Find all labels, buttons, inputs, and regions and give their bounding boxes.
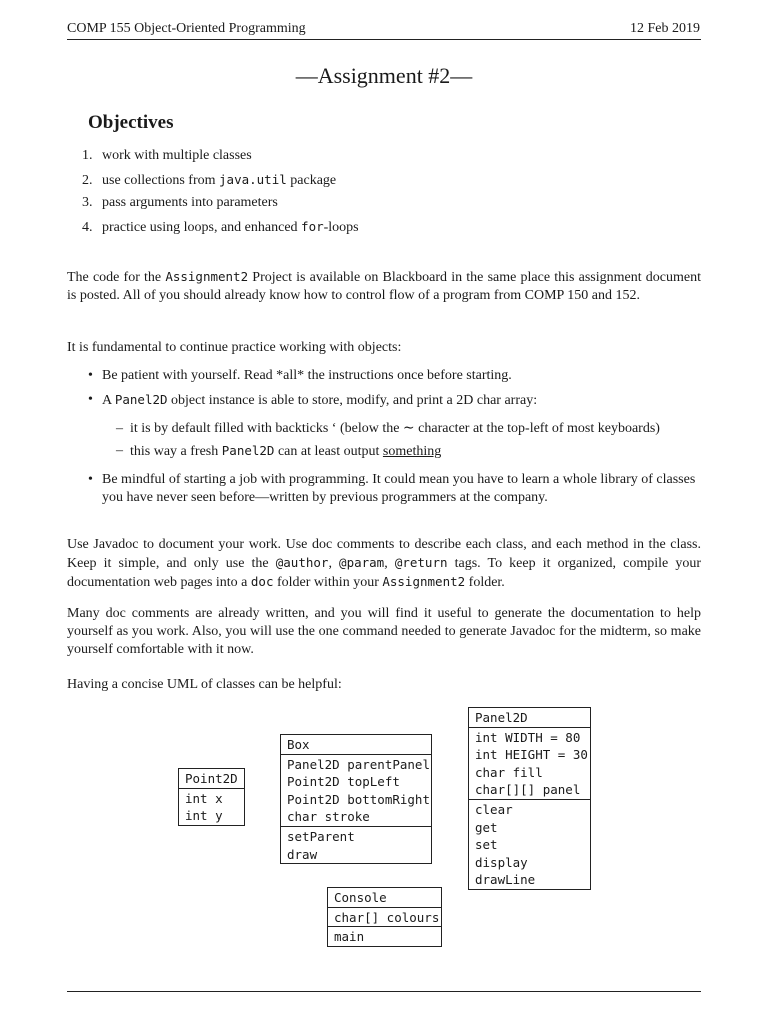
- uml-fields-section: [328, 907, 441, 927]
- header-rule: [67, 39, 701, 40]
- javadoc-code: @author: [275, 555, 329, 570]
- javadoc-code: @param: [339, 555, 385, 570]
- javadoc-code: @return: [394, 555, 448, 570]
- sub-underlined: something: [382, 444, 442, 459]
- objectives-list: [82, 147, 359, 241]
- uml-class-panel2d: [468, 707, 591, 890]
- sub-text: this way a fresh: [130, 444, 222, 459]
- uml-method: set: [475, 837, 498, 853]
- intro-code: Assignment2: [165, 269, 249, 284]
- uml-method: setParent: [287, 828, 355, 844]
- objective-item: [82, 218, 359, 242]
- bullet-list: [88, 367, 701, 513]
- bullet-code: Panel2D: [114, 392, 168, 407]
- javadoc-sep: ,: [328, 556, 340, 571]
- uml-field: Panel2D parentPanel: [287, 756, 430, 772]
- objective-number: 1.: [82, 148, 93, 163]
- bullet-item: [88, 471, 701, 507]
- uml-class-name-section: [281, 735, 431, 754]
- uml-class-name: Box: [287, 737, 310, 752]
- uml-method: display: [475, 854, 528, 870]
- course-header: COMP 155 Object-Oriented Programming: [67, 21, 306, 36]
- javadoc-code: doc: [250, 574, 274, 589]
- doc-comments-paragraph: Many doc comments are already written, and you will find it useful to generate the documentation to help yourself as you work. Also, you will use the one command needed to generate Javadoc for the midterm, so make yourself comfortable with it now.: [67, 606, 701, 657]
- uml-class-console: [327, 887, 442, 947]
- uml-field: int y: [185, 808, 223, 824]
- sub-text-mid: can at least output: [274, 444, 383, 459]
- intro-text-tail: Project is available on Blackboard in the same place this assignment document is posted. All of you should already know how to control flow of a program from COMP 150 and 152.: [67, 270, 701, 303]
- objective-item: [82, 171, 359, 195]
- uml-class-name: Panel2D: [475, 710, 528, 725]
- javadoc-text: folder within your: [273, 575, 383, 590]
- bullet-dot: •: [88, 368, 93, 383]
- sub-dash: –: [116, 421, 123, 436]
- javadoc-paragraph: [67, 536, 701, 592]
- uml-class-name: Console: [334, 890, 387, 905]
- javadoc-text: Use Javadoc to document your work. Use doc comments to describe each class, and each method in the class. Keep it simple, and only use the: [67, 537, 701, 571]
- sub-code: Panel2D: [221, 443, 275, 458]
- objective-item: [82, 194, 359, 218]
- objective-text: practice using loops, and enhanced: [102, 219, 302, 235]
- uml-fields-section: [179, 788, 244, 825]
- uml-field: int x: [185, 790, 223, 806]
- intro-text: The code for the: [67, 270, 166, 285]
- bullet-text: Be patient with yourself. Read *all* the instructions once before starting.: [102, 368, 512, 383]
- bullet-text: A: [102, 393, 115, 408]
- sub-item: [116, 442, 701, 461]
- uml-methods-section: [469, 799, 590, 889]
- uml-method: main: [334, 929, 365, 945]
- intro-paragraph: [67, 268, 701, 305]
- uml-class-name-section: [179, 769, 244, 788]
- objective-number: 3.: [82, 195, 93, 210]
- uml-field: char[] colours: [334, 909, 440, 925]
- uml-field: int WIDTH = 80: [475, 729, 581, 745]
- bullet-dot: •: [88, 392, 93, 407]
- uml-field: char fill: [475, 764, 543, 780]
- uml-class-point2d: [178, 768, 245, 826]
- bullet-item: [88, 367, 701, 385]
- uml-intro-paragraph: Having a concise UML of classes can be helpful:: [67, 677, 342, 692]
- objective-text-tail: -loops: [323, 219, 359, 235]
- uml-class-name-section: [328, 888, 441, 907]
- sub-item: [116, 420, 701, 438]
- uml-methods-section: [328, 926, 441, 946]
- uml-class-name-section: [469, 708, 590, 727]
- bullet-text-tail: object instance is able to store, modify, and print a 2D char array:: [167, 393, 538, 408]
- sub-list: [102, 420, 701, 461]
- sub-dash: –: [116, 443, 123, 458]
- bullet-dot: •: [88, 472, 93, 487]
- uml-method: drawLine: [475, 872, 536, 888]
- objective-code: java.util: [219, 171, 287, 187]
- uml-fields-section: [281, 754, 431, 826]
- footer-rule: [67, 991, 701, 992]
- uml-method: draw: [287, 846, 318, 862]
- date-header: 12 Feb 2019: [630, 21, 700, 36]
- uml-field: char stroke: [287, 809, 370, 825]
- objective-text: work with multiple classes: [102, 148, 252, 163]
- objective-code: for: [301, 218, 324, 234]
- javadoc-code: Assignment2: [382, 574, 466, 589]
- uml-class-box: [280, 734, 432, 864]
- bullet-item: [88, 391, 701, 461]
- uml-field: char[][] panel: [475, 782, 581, 798]
- document-title: —Assignment #2—: [295, 63, 473, 88]
- objective-text: pass arguments into parameters: [102, 195, 278, 210]
- objective-number: 4.: [82, 219, 93, 235]
- bullet-text: Be mindful of starting a job with programming. It could mean you have to learn a whole library of classes you have never seen before—written by previous programmers at the company.: [102, 472, 696, 505]
- uml-field: Point2D bottomRight: [287, 791, 430, 807]
- javadoc-text: tags. To keep it organized, compile your documentation web pages into a: [67, 556, 702, 590]
- objective-item: [82, 147, 359, 171]
- objective-text-tail: package: [286, 172, 337, 188]
- uml-class-name: Point2D: [185, 771, 238, 786]
- objectives-heading: Objectives: [88, 112, 174, 133]
- objects-paragraph: It is fundamental to continue practice working with objects:: [67, 340, 402, 355]
- uml-fields-section: [469, 727, 590, 799]
- uml-method: get: [475, 819, 498, 835]
- objective-number: 2.: [82, 172, 93, 188]
- uml-field: Point2D topLeft: [287, 774, 400, 790]
- sub-text: it is by default filled with backticks ‘ (below the ∼ character at the top-left of most keyboards): [130, 421, 660, 436]
- uml-methods-section: [281, 826, 431, 863]
- uml-method: clear: [475, 801, 513, 817]
- uml-field: int HEIGHT = 30: [475, 747, 588, 763]
- objective-text: use collections from: [102, 172, 220, 188]
- javadoc-text: folder.: [465, 575, 505, 590]
- javadoc-sep: ,: [384, 556, 395, 571]
